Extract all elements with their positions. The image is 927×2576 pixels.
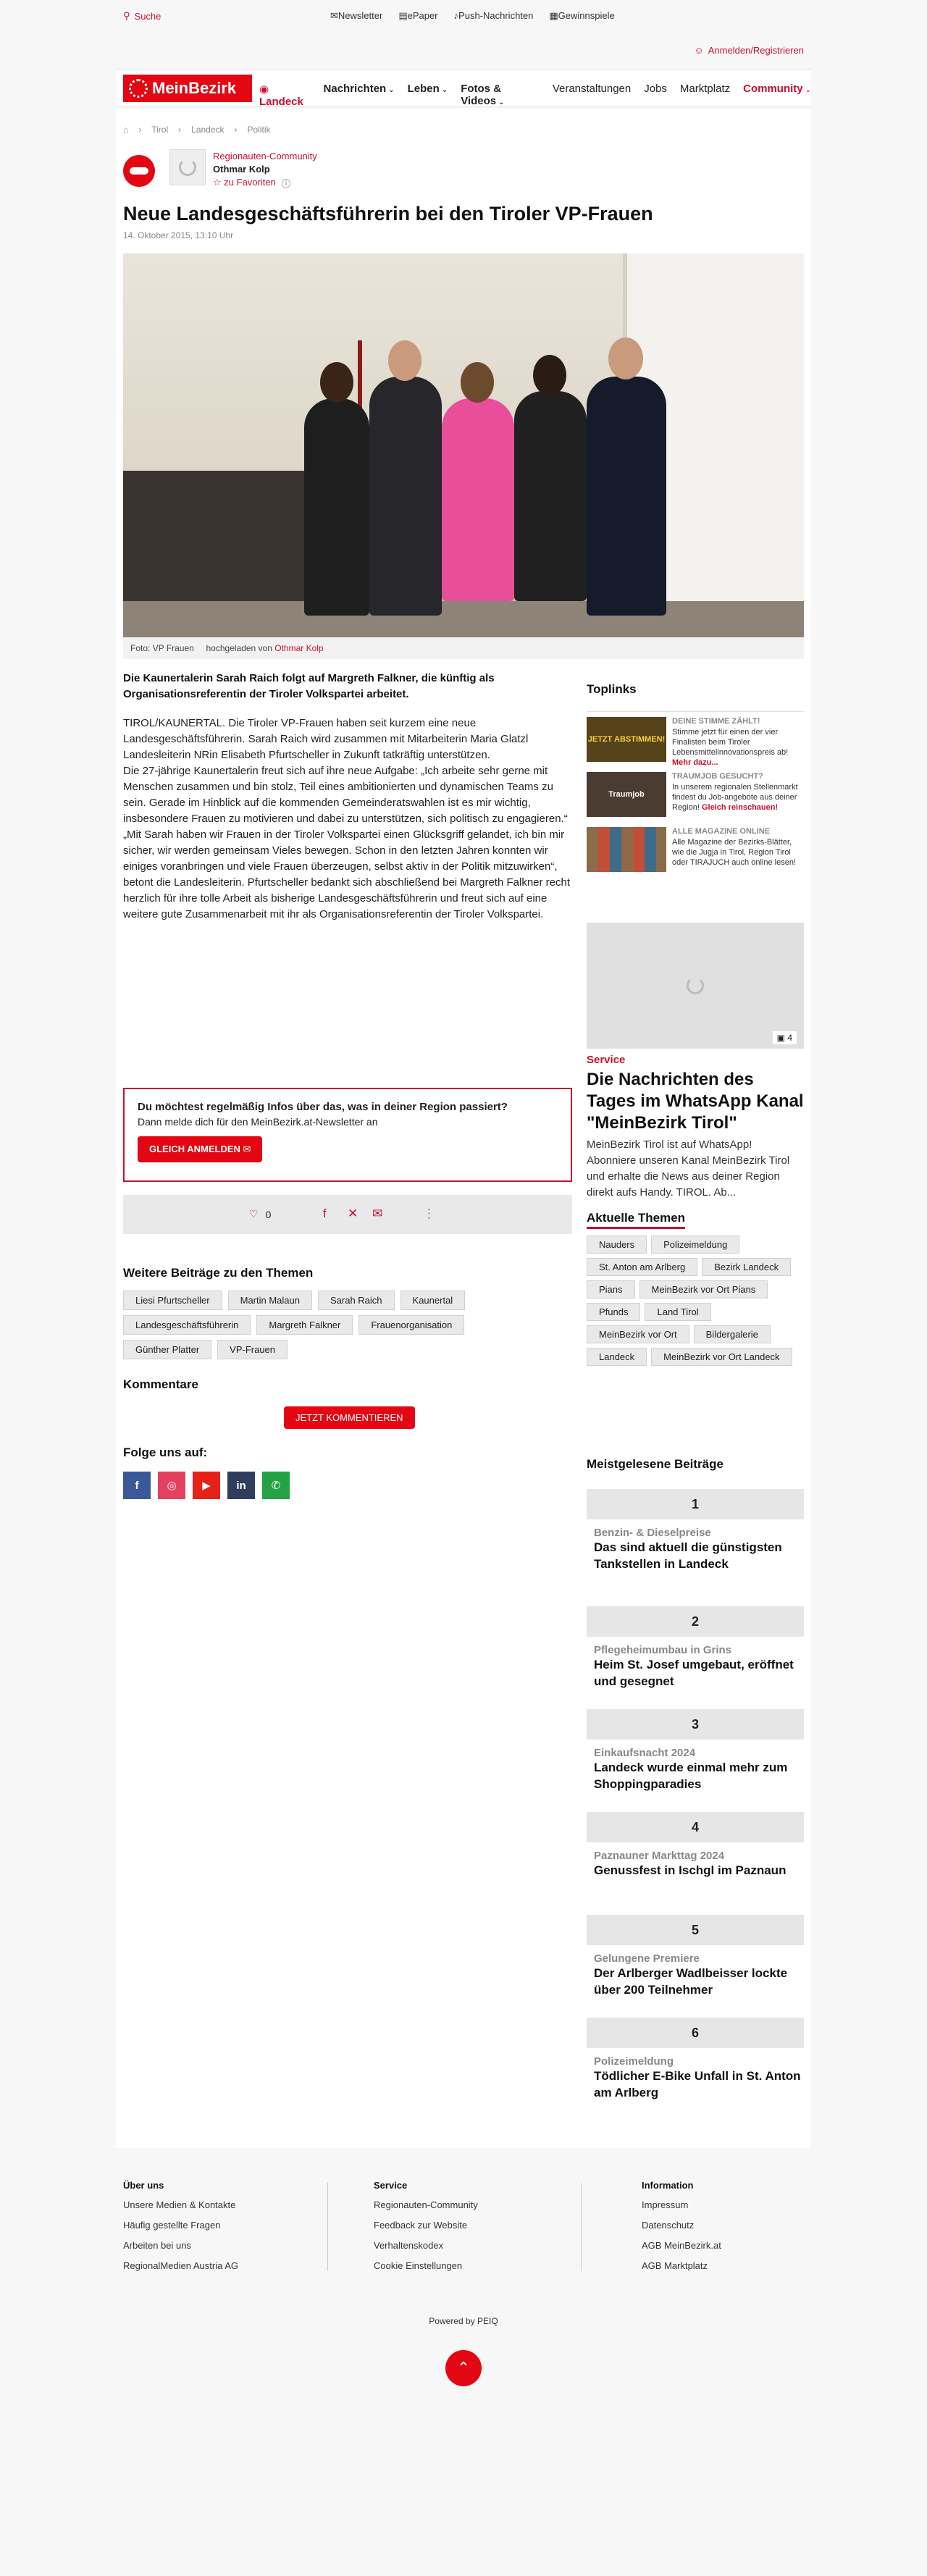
star-icon: ☆ bbox=[213, 177, 222, 188]
image-person bbox=[369, 377, 442, 616]
footer-link[interactable]: Unsere Medien & Kontakte bbox=[123, 2199, 236, 2210]
topic-tag[interactable]: Sarah Raich bbox=[318, 1291, 395, 1310]
footer-col-service bbox=[374, 2180, 478, 2281]
divider bbox=[587, 711, 804, 712]
most-read-kicker: Gelungene Premiere bbox=[594, 1952, 700, 1965]
nav-leben-label: Leben bbox=[407, 83, 440, 95]
newsletter-signup-button[interactable] bbox=[138, 1136, 262, 1162]
theme-tag[interactable]: St. Anton am Arlberg bbox=[587, 1258, 697, 1276]
breadcrumb-politik[interactable]: Politik bbox=[247, 125, 271, 135]
most-read-rank: 2 bbox=[587, 1606, 804, 1637]
uploaded-by-link[interactable]: Othmar Kolp bbox=[274, 643, 324, 653]
footer-link[interactable]: Häufig gestellte Fragen bbox=[123, 2220, 221, 2231]
regionauten-logo bbox=[123, 155, 155, 187]
facebook-share-icon[interactable]: f bbox=[323, 1207, 327, 1220]
nav-items bbox=[259, 83, 811, 108]
photo-credit: Foto: VP Frauen bbox=[130, 643, 194, 653]
theme-tag[interactable]: MeinBezirk vor Ort Pians bbox=[639, 1280, 768, 1299]
theme-tag[interactable]: Bildergalerie bbox=[694, 1325, 771, 1343]
themes-heading: Aktuelle Themen bbox=[587, 1211, 685, 1229]
toplink-thumb: Traumjob bbox=[587, 772, 666, 817]
whatsapp-icon[interactable]: ✆ bbox=[262, 1472, 290, 1499]
favorite-button[interactable] bbox=[213, 177, 290, 188]
most-read-kicker: Polizeimeldung bbox=[594, 2055, 674, 2068]
topic-tag[interactable]: Günther Platter bbox=[123, 1340, 211, 1359]
image-person bbox=[442, 398, 514, 601]
mail-share-icon[interactable]: ✉ bbox=[372, 1207, 383, 1220]
nav-marktplatz[interactable]: Marktplatz bbox=[679, 83, 731, 95]
top-links bbox=[330, 10, 615, 22]
nav-jobs[interactable]: Jobs bbox=[644, 83, 667, 95]
image-person bbox=[587, 377, 666, 616]
loading-spinner-icon bbox=[687, 977, 704, 994]
image-caption bbox=[123, 637, 804, 659]
toplink-item[interactable] bbox=[587, 772, 804, 821]
theme-tag[interactable]: Pfunds bbox=[587, 1303, 640, 1321]
newsletter-question: Du möchtest regelmäßig Infos über das, was in deiner Region passiert? bbox=[138, 1101, 508, 1113]
newsletter-label: Newsletter bbox=[337, 10, 383, 21]
community-link[interactable]: Regionauten-Community bbox=[213, 151, 317, 161]
image-person bbox=[304, 398, 369, 616]
epaper-link[interactable] bbox=[398, 10, 437, 22]
theme-tag[interactable]: Land Tirol bbox=[645, 1303, 710, 1321]
most-read-title: Landeck wurde einmal mehr zum Shoppingparadies bbox=[594, 1761, 788, 1791]
newsletter-link[interactable] bbox=[330, 10, 382, 22]
toplinks-heading: Toplinks bbox=[587, 682, 637, 696]
topic-tag[interactable]: Martin Malaun bbox=[228, 1291, 312, 1310]
nav-community-label: Community bbox=[743, 83, 803, 95]
image-head bbox=[461, 362, 494, 403]
author-name[interactable]: Othmar Kolp bbox=[213, 164, 270, 175]
nav-location-label: Landeck bbox=[259, 96, 303, 108]
topic-tag[interactable]: VP-Frauen bbox=[217, 1340, 288, 1359]
article-image[interactable] bbox=[123, 253, 804, 637]
uploaded-label: hochgeladen von bbox=[206, 643, 272, 653]
theme-tag[interactable]: MeinBezirk vor Ort bbox=[587, 1325, 689, 1343]
nav-leben[interactable] bbox=[408, 83, 448, 108]
toplink-text-body: Stimme jetzt für einen der vier Finalisten beim Tiroler Lebensmittelinnovationspreis ab! bbox=[672, 728, 789, 757]
theme-tag[interactable]: Landeck bbox=[587, 1348, 647, 1366]
bell-icon: ♪ bbox=[453, 10, 459, 21]
breadcrumb-sep: › bbox=[138, 125, 142, 135]
image-floor bbox=[123, 601, 804, 637]
most-read-item[interactable] bbox=[587, 1915, 804, 1998]
topic-tag[interactable]: Landesgeschäftsführerin bbox=[123, 1315, 251, 1335]
service-kicker: Service bbox=[587, 1054, 626, 1066]
toplink-more: Mehr dazu... bbox=[672, 758, 718, 767]
powered-by: Powered by PEIQ bbox=[429, 2316, 498, 2326]
most-read-title: Der Arlberger Wadlbeisser lockte über 200 Teilnehmer bbox=[594, 1966, 788, 1997]
user-icon: ☺ bbox=[694, 45, 704, 56]
camera-icon: ▣ bbox=[776, 1033, 785, 1043]
newsletter-sub: Dann melde dich für den MeinBezirk.at-Newsletter an bbox=[138, 1116, 378, 1128]
most-read-heading: Meistgelesene Beiträge bbox=[587, 1457, 723, 1471]
main-nav bbox=[116, 70, 811, 107]
theme-tag[interactable]: Bezirk Landeck bbox=[702, 1258, 791, 1276]
most-read-kicker: Pflegeheimumbau in Grins bbox=[594, 1644, 732, 1656]
facebook-icon[interactable]: f bbox=[123, 1472, 151, 1499]
footer-link[interactable]: AGB MeinBezirk.at bbox=[642, 2240, 721, 2251]
article-paragraph: „Mit Sarah haben wir Frauen in der Tiroler Volkspartei einen Glücksgriff gelandet, ich bin mir sicher, wir werden gemeinsam Vieles bewegen. Schon in den letzten Jahren konnten wir einiges voranbringen und viele Frauen überzeugen, selbst aktiv in der Politik mitzuwirken“, betont die Landesleiterin. Pfurtscheller bedankt sich abschließend bei Margreth Falkner recht herzlich für ihre tolle Arbeit als bisherige Landesgeschäftsführerin und freut sich auf eine weitere gute Zusammenarbeit mit ihr als Organisationsreferentin der Tiroler Volkspartei. bbox=[123, 828, 571, 920]
topic-tag[interactable]: Margreth Falkner bbox=[256, 1315, 353, 1335]
topics-heading: Weitere Beiträge zu den Themen bbox=[123, 1266, 314, 1280]
footer-heading: Information bbox=[642, 2180, 694, 2191]
gewinnspiele-link[interactable] bbox=[549, 10, 614, 22]
topic-tag[interactable]: Kaunertal bbox=[400, 1291, 466, 1310]
info-icon[interactable]: i bbox=[282, 179, 290, 188]
x-share-icon[interactable]: ✕ bbox=[348, 1207, 358, 1220]
theme-tag[interactable]: Nauders bbox=[587, 1235, 647, 1254]
article-body bbox=[123, 716, 572, 923]
epaper-label: ePaper bbox=[407, 10, 438, 21]
gallery-count-value: 4 bbox=[787, 1033, 792, 1043]
home-icon[interactable]: ⌂ bbox=[123, 125, 129, 135]
avatar[interactable] bbox=[169, 149, 206, 185]
login-link[interactable] bbox=[694, 45, 804, 56]
toplink-item[interactable] bbox=[587, 717, 804, 766]
chevron-down-icon: ⌄ bbox=[498, 98, 505, 106]
toplink-thumb bbox=[587, 827, 666, 872]
service-description: MeinBezirk Tirol ist auf WhatsApp! Abonniere unseren Kanal MeinBezirk Tirol und erhalte die News aus deiner Region direkt aufs Handy. TIROL. Ab... bbox=[587, 1138, 790, 1199]
theme-tag[interactable]: Pians bbox=[587, 1280, 635, 1299]
theme-tag[interactable]: MeinBezirk vor Ort Landeck bbox=[651, 1348, 792, 1366]
footer-link[interactable]: Feedback zur Website bbox=[374, 2220, 468, 2231]
footer-heading: Service bbox=[374, 2180, 408, 2191]
logo-icon bbox=[129, 79, 148, 98]
search-label: Suche bbox=[134, 10, 162, 22]
footer-heading: Über uns bbox=[123, 2180, 164, 2191]
linkedin-icon[interactable]: in bbox=[227, 1472, 255, 1499]
more-options-icon[interactable]: ⋮ bbox=[423, 1207, 435, 1220]
chevron-down-icon: ⌄ bbox=[805, 86, 811, 94]
share-bar bbox=[123, 1195, 572, 1234]
most-read-rank: 1 bbox=[587, 1489, 804, 1519]
topic-tag[interactable]: Frauenorganisation bbox=[358, 1315, 464, 1335]
search-link[interactable] bbox=[123, 10, 161, 22]
footer-col-about bbox=[123, 2180, 238, 2281]
nav-fotos-videos[interactable] bbox=[461, 83, 540, 108]
push-link[interactable] bbox=[454, 10, 534, 22]
footer-divider bbox=[327, 2183, 328, 2271]
most-read-rank: 4 bbox=[587, 1812, 804, 1842]
chevron-down-icon: ⌄ bbox=[388, 86, 395, 94]
most-read-kicker: Einkaufsnacht 2024 bbox=[594, 1747, 696, 1759]
footer-link[interactable]: AGB Marktplatz bbox=[642, 2260, 708, 2271]
most-read-kicker: Paznauner Markttag 2024 bbox=[594, 1850, 725, 1862]
nav-nachrichten-label: Nachrichten bbox=[323, 83, 387, 95]
service-image[interactable] bbox=[587, 923, 804, 1049]
toplink-kicker: DEINE STIMME ZÄHLT! bbox=[672, 717, 760, 726]
article-paragraph: Die 27-jährige Kaunertalerin freut sich auf ihre neue Aufgabe: „Ich arbeite sehr gerne mit Menschen zusammen und bin stolz, Teil eines ambitionierten und dynamischen Teams zu sein. Gerade im Hinblick auf die kommenden Gemeinderatswahlen ist es mir wichtig, insbesondere Frauen zu motivieren und dabei zu unterstützen, sich politisch zu engagieren.“ bbox=[123, 765, 568, 825]
top-bar bbox=[116, 0, 811, 36]
image-head bbox=[388, 340, 421, 381]
most-read-title: Tödlicher E-Bike Unfall in St. Anton am Arlberg bbox=[594, 2069, 801, 2099]
location-pin-icon: ◉ bbox=[259, 83, 269, 96]
nav-nachrichten[interactable] bbox=[324, 83, 395, 108]
image-head bbox=[533, 355, 566, 395]
most-read-title: Heim St. Josef umgebaut, eröffnet und gesegnet bbox=[594, 1658, 794, 1688]
footer-link[interactable]: Impressum bbox=[642, 2199, 689, 2210]
footer-link[interactable]: Cookie Einstellungen bbox=[374, 2260, 463, 2271]
footer-link[interactable]: RegionalMedien Austria AG bbox=[123, 2260, 238, 2271]
nav-community[interactable] bbox=[743, 83, 811, 108]
toplink-item[interactable] bbox=[587, 827, 804, 876]
image-head bbox=[320, 362, 353, 403]
heart-icon: ♡ bbox=[249, 1208, 259, 1220]
logo[interactable] bbox=[123, 75, 252, 102]
footer-link[interactable]: Arbeiten bei uns bbox=[123, 2240, 191, 2251]
comment-button[interactable]: JETZT KOMMENTIEREN bbox=[284, 1406, 415, 1429]
most-read-rank: 5 bbox=[587, 1915, 804, 1945]
nav-location[interactable] bbox=[259, 83, 311, 108]
most-read-rank: 3 bbox=[587, 1709, 804, 1740]
most-read-title: Genussfest in Ischgl im Paznaun bbox=[594, 1863, 787, 1877]
toplink-thumb: JETZT ABSTIMMEN! bbox=[587, 717, 666, 762]
image-head bbox=[608, 337, 643, 379]
article-paragraph: TIROL/KAUNERTAL. Die Tiroler VP-Frauen haben seit kurzem eine neue Landesgeschäftsführerin. Sarah Raich wird zusammen mit Mitarbeiterin Maria Glatzl Landesleiterin NRin Elisabeth Pfurtscheller in Zukunft tatkräftig unterstützen. bbox=[123, 717, 529, 761]
article-title: Neue Landesgeschäftsführerin bei den Tiroler VP-Frauen bbox=[123, 203, 653, 225]
social-links bbox=[123, 1472, 290, 1499]
footer-link[interactable]: Regionauten-Community bbox=[374, 2199, 478, 2210]
breadcrumb-sep: › bbox=[234, 125, 238, 135]
toplink-text bbox=[672, 782, 804, 813]
content-card bbox=[116, 109, 811, 2148]
favorite-label: zu Favoriten bbox=[224, 177, 276, 188]
footer-divider bbox=[581, 2183, 582, 2271]
mail-icon: ✉ bbox=[243, 1144, 251, 1154]
chevron-down-icon: ⌄ bbox=[441, 86, 448, 94]
toplink-text-body: In unserem regionalen Stellenmarkt findest du Job-angebote aus deiner Region! bbox=[672, 783, 798, 812]
gift-icon: ▦ bbox=[549, 10, 558, 21]
newsletter-button-label: GLEICH ANMELDEN bbox=[149, 1144, 240, 1154]
service-title[interactable]: Die Nachrichten des Tages im WhatsApp Kanal "MeinBezirk Tirol" bbox=[587, 1070, 804, 1133]
nav-fotos-label: Fotos & Videos bbox=[461, 83, 502, 107]
most-read-rank: 6 bbox=[587, 2018, 804, 2048]
instagram-icon[interactable]: ◎ bbox=[158, 1472, 185, 1499]
mail-icon: ✉ bbox=[330, 10, 338, 21]
topic-tags bbox=[123, 1291, 529, 1359]
gewinnspiele-label: Gewinnspiele bbox=[558, 10, 615, 21]
footer-col-information bbox=[642, 2180, 721, 2281]
theme-tag[interactable]: Polizeimeldung bbox=[651, 1235, 739, 1254]
breadcrumb-landeck[interactable]: Landeck bbox=[191, 125, 225, 135]
like-count: 0 bbox=[265, 1208, 272, 1220]
comments-heading: Kommentare bbox=[123, 1377, 198, 1391]
youtube-icon[interactable]: ▶ bbox=[193, 1472, 220, 1499]
most-read-item[interactable] bbox=[587, 1812, 804, 1879]
toplink-kicker: TRAUMJOB GESUCHT? bbox=[672, 772, 763, 781]
logo-text: MeinBezirk bbox=[152, 79, 237, 97]
most-read-kicker: Benzin- & Dieselpreise bbox=[594, 1527, 711, 1539]
breadcrumb bbox=[123, 125, 271, 135]
breadcrumb-tirol[interactable]: Tirol bbox=[151, 125, 169, 135]
toplink-kicker: ALLE MAGAZINE ONLINE bbox=[672, 827, 771, 836]
most-read-item[interactable] bbox=[587, 1489, 804, 1572]
image-person bbox=[514, 391, 587, 601]
loading-spinner-icon bbox=[179, 159, 196, 176]
most-read-title: Das sind aktuell die günstigsten Tankstellen in Landeck bbox=[594, 1540, 782, 1571]
like-button[interactable] bbox=[249, 1208, 271, 1220]
most-read-item[interactable] bbox=[587, 2018, 804, 2101]
search-icon: ⚲ bbox=[123, 10, 130, 21]
newspaper-icon: ▤ bbox=[398, 10, 408, 21]
push-label: Push-Nachrichten bbox=[458, 10, 534, 21]
gallery-count bbox=[773, 1031, 797, 1044]
topic-tag[interactable]: Liesi Pfurtscheller bbox=[123, 1291, 222, 1310]
newsletter-box bbox=[123, 1088, 572, 1182]
toplink-text: Alle Magazine der Bezirks-Blätter, wie die Jugja in Tirol, Region Tirol oder TIRAJUCH auch online lesen! bbox=[672, 838, 796, 867]
nav-veranstaltungen[interactable]: Veranstaltungen bbox=[552, 83, 632, 95]
breadcrumb-sep: › bbox=[178, 125, 182, 135]
follow-heading: Folge uns auf: bbox=[123, 1446, 208, 1459]
toplink-text bbox=[672, 727, 804, 768]
article-lead: Die Kaunertalerin Sarah Raich folgt auf Margreth Falkner, die künftig als Organisationsreferentin der Tiroler Volkspartei arbeitet. bbox=[123, 672, 495, 700]
footer-link[interactable]: Verhaltenskodex bbox=[374, 2240, 444, 2251]
login-label: Anmelden/Registrieren bbox=[708, 45, 804, 56]
most-read-item[interactable] bbox=[587, 1606, 804, 1690]
scroll-to-top-icon[interactable]: ⌃ bbox=[445, 2350, 482, 2386]
toplink-more: Gleich reinschauen! bbox=[701, 803, 779, 812]
article-date: 14. Oktober 2015, 13:10 Uhr bbox=[123, 230, 234, 240]
most-read-item[interactable] bbox=[587, 1709, 804, 1792]
themes-tags bbox=[587, 1235, 804, 1366]
footer-link[interactable]: Datenschutz bbox=[642, 2220, 695, 2231]
